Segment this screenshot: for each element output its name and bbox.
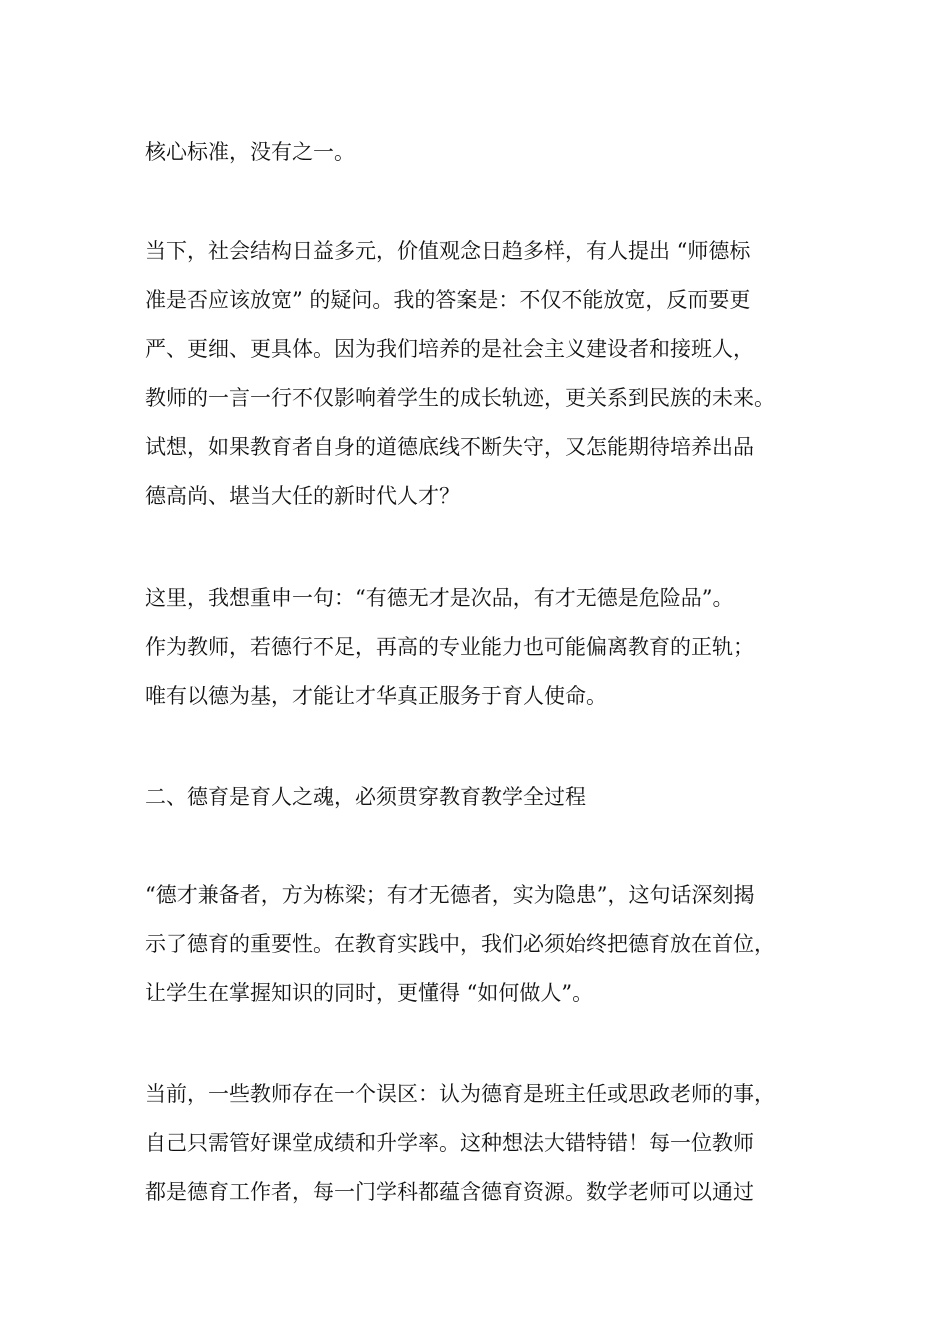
text-line: 示了德育的重要性。在教育实践中，我们必须始终把德育放在首位， (145, 932, 775, 956)
paragraph-4 (145, 871, 845, 1018)
heading-line: 二、德育是育人之魂，必须贯穿教育教学全过程 (145, 785, 586, 809)
text-line: 这里，我想重申一句：“有德无才是次品，有才无德是危险品”。 (145, 586, 734, 610)
text-line: 试想，如果教育者自身的道德底线不断失守，又怎能期待培养出品 (145, 435, 754, 459)
text-line: 当下，社会结构日益多元，价值观念日趋多样，有人提出 “师德标 (145, 239, 751, 263)
section-heading (145, 773, 845, 822)
text-line: 当前，一些教师存在一个误区：认为德育是班主任或思政老师的事， (145, 1082, 775, 1106)
paragraph-2 (145, 227, 845, 521)
text-line: 严、更细、更具体。因为我们培养的是社会主义建设者和接班人， (145, 337, 754, 361)
text-line: 自己只需管好课堂成绩和升学率。这种想法大错特错！每一位教师 (145, 1131, 754, 1155)
text-line: 核心标准，没有之一。 (145, 140, 355, 164)
text-line: 教师的一言一行不仅影响着学生的成长轨迹，更关系到民族的未来。 (145, 386, 775, 410)
text-line: 作为教师，若德行不足，再高的专业能力也可能偏离教育的正轨； (145, 635, 754, 659)
text-line: 德高尚、堪当大任的新时代人才？ (145, 484, 460, 508)
paragraph-5 (145, 1070, 845, 1217)
text-line: 都是德育工作者，每一门学科都蕴含德育资源。数学老师可以通过 (145, 1180, 754, 1204)
paragraph-1 (145, 128, 845, 177)
text-line: “德才兼备者，方为栋梁；有才无德者，实为隐患”，这句话深刻揭 (145, 883, 755, 907)
text-line: 准是否应该放宽” 的疑问。我的答案是：不仅不能放宽，反而要更 (145, 288, 751, 312)
paragraph-3 (145, 574, 845, 721)
text-line: 让学生在掌握知识的同时，更懂得 “如何做人”。 (145, 981, 594, 1005)
text-line: 唯有以德为基，才能让才华真正服务于育人使命。 (145, 684, 607, 708)
